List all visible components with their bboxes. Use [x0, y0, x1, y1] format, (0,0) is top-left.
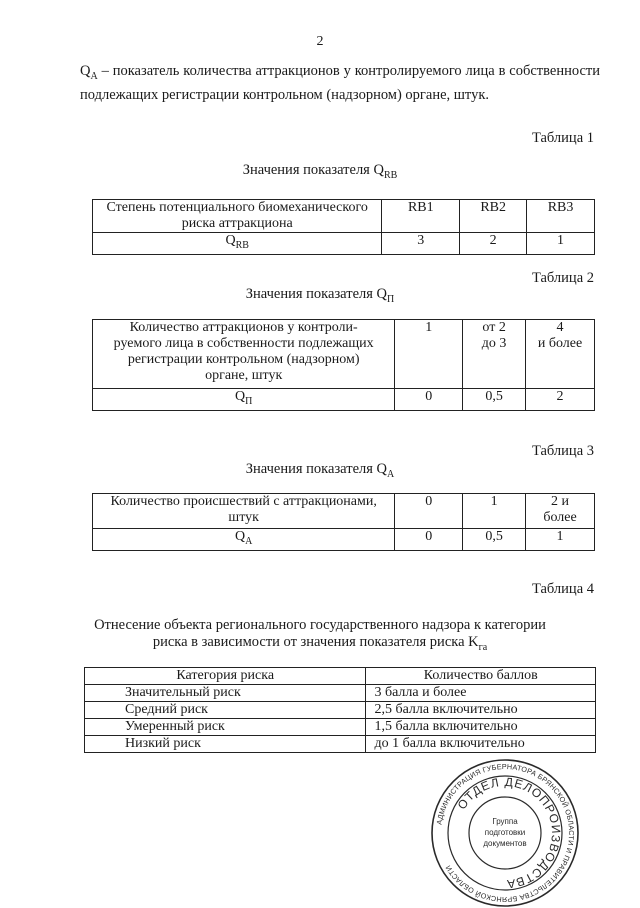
table4-header-col1: Категория риска: [85, 668, 366, 685]
table1-cell: 3: [382, 233, 460, 255]
table3-header-col3: 1: [463, 494, 526, 529]
page-number: 2: [316, 34, 324, 49]
cell-line: и более: [537, 336, 583, 351]
stamp-middle-text: ОТДЕЛ ДЕЛОПРОИЗВОДСТВА: [454, 774, 564, 892]
cell-text: Q: [225, 233, 236, 248]
table-row: [93, 233, 595, 255]
table2-title: [0, 286, 640, 305]
intro-paragraph: [80, 62, 600, 104]
table2-title-text: Значения показателя Q: [245, 286, 388, 302]
table4-label: Таблица 4: [531, 581, 594, 597]
table3-cell: 0,5: [463, 529, 526, 551]
table4-points: до 1 балла включительно: [366, 736, 596, 753]
table4-title: [0, 617, 640, 656]
table1-title: [0, 162, 640, 181]
cell-line: 2 и: [551, 494, 570, 509]
table1-cell: 1: [527, 233, 595, 255]
table1-cell: 2: [460, 233, 527, 255]
table-row: [93, 320, 595, 389]
stamp-center-line3: документов: [483, 839, 527, 848]
department-stamp: [430, 758, 580, 908]
stamp-outer-text: АДМИНИСТРАЦИЯ ГУБЕРНАТОРА БРЯНСКОЙ ОБЛАСТИ И ПРАВИТЕЛЬСТВА БРЯНСКОЙ ОБЛАСТИ: [434, 761, 577, 905]
table1-label: Таблица 1: [531, 130, 594, 146]
table3-header-col2: 0: [395, 494, 463, 529]
table3-row-symbol: [93, 529, 395, 551]
table2-cell: 2: [526, 389, 595, 411]
table2-header-col4: [526, 320, 595, 389]
table2-row-symbol: [93, 389, 395, 411]
table3: [92, 493, 595, 551]
cell-line: до 3: [481, 336, 507, 351]
table1-row-symbol: [93, 233, 382, 255]
paragraph-symbol: Q: [80, 63, 91, 79]
paragraph-symbol-sub: A: [90, 70, 98, 82]
table-row: [85, 736, 596, 753]
table4-points: 1,5 балла включительно: [366, 719, 596, 736]
table4-points: 2,5 балла включительно: [366, 702, 596, 719]
table4-header-col2: Количество баллов: [366, 668, 596, 685]
table3-title-text: Значения показателя Q: [245, 461, 388, 477]
table4-category: Средний риск: [85, 702, 366, 719]
table-row: [85, 702, 596, 719]
table1-title-text: Значения показателя Q: [242, 162, 384, 178]
cell-text: Q: [235, 529, 246, 544]
table3-label: Таблица 3: [531, 443, 594, 459]
table1-header-col1: [93, 200, 382, 233]
cell-line: органе, штук: [205, 368, 283, 383]
cell-line: более: [543, 510, 577, 525]
cell-line: регистрации контрольном (надзорном): [127, 352, 360, 367]
table4-points: 3 балла и более: [366, 685, 596, 702]
table3-cell: 1: [526, 529, 595, 551]
table2-header-col3: [463, 320, 526, 389]
table4-category: Значительный риск: [85, 685, 366, 702]
cell-line: от 2: [482, 320, 506, 335]
table4-title-sub: га: [478, 641, 488, 653]
table3-title: [0, 461, 640, 480]
table4: [84, 667, 596, 753]
table-row: [93, 494, 595, 529]
table1-header-col2: RB1: [382, 200, 460, 233]
table3-header-col4: [526, 494, 595, 529]
cell-text: Q: [234, 389, 246, 404]
paragraph-text: – показатель количества аттракционов у контролируемого лица в собственности подлежащих регистрации контрольном (надзорном) органе, штук.: [80, 63, 600, 103]
table1: [92, 199, 595, 255]
cell-line: Количество аттракционов у контроли-: [129, 320, 358, 335]
table-row: [93, 200, 595, 233]
table-row: [85, 668, 596, 685]
table1-header-col3: RB2: [460, 200, 527, 233]
stamp-center-line1: Группа: [492, 817, 518, 826]
table3-title-sub: A: [387, 468, 395, 480]
table4-category: Низкий риск: [85, 736, 366, 753]
table2-cell: 0,5: [463, 389, 526, 411]
cell-line: руемого лица в собственности подлежащих: [113, 336, 374, 351]
table4-title-line1: Отнесение объекта регионального государственного надзора к категории: [94, 617, 546, 633]
table2: [92, 319, 595, 411]
cell-sub: RB: [235, 239, 249, 251]
cell-line: 4: [556, 320, 564, 335]
table2-label: Таблица 2: [531, 270, 594, 286]
table4-title-line2: [0, 634, 640, 656]
cell-sub: П: [245, 395, 253, 407]
table3-header-col1: [93, 494, 395, 529]
table2-header-col2: 1: [395, 320, 463, 389]
cell-sub: A: [245, 535, 253, 547]
cell-text: Степень потенциального биомеханического риска аттракциона: [106, 200, 368, 231]
table2-header-col1: [93, 320, 395, 389]
stamp-center-line2: подготовки: [484, 828, 526, 837]
table-row: [93, 389, 595, 411]
table-row: [85, 719, 596, 736]
table4-category: Умеренный риск: [85, 719, 366, 736]
table2-title-sub: П: [387, 293, 395, 305]
table1-title-sub: RB: [383, 169, 398, 181]
table-row: [85, 685, 596, 702]
table3-cell: 0: [395, 529, 463, 551]
cell-line: штук: [228, 510, 259, 525]
table4-title-text: риска в зависимости от значения показателя риска K: [152, 634, 479, 650]
table-row: [93, 529, 595, 551]
table2-cell: 0: [395, 389, 463, 411]
table1-header-col4: RB3: [527, 200, 595, 233]
cell-line: Количество происшествий с аттракционами,: [110, 494, 377, 509]
